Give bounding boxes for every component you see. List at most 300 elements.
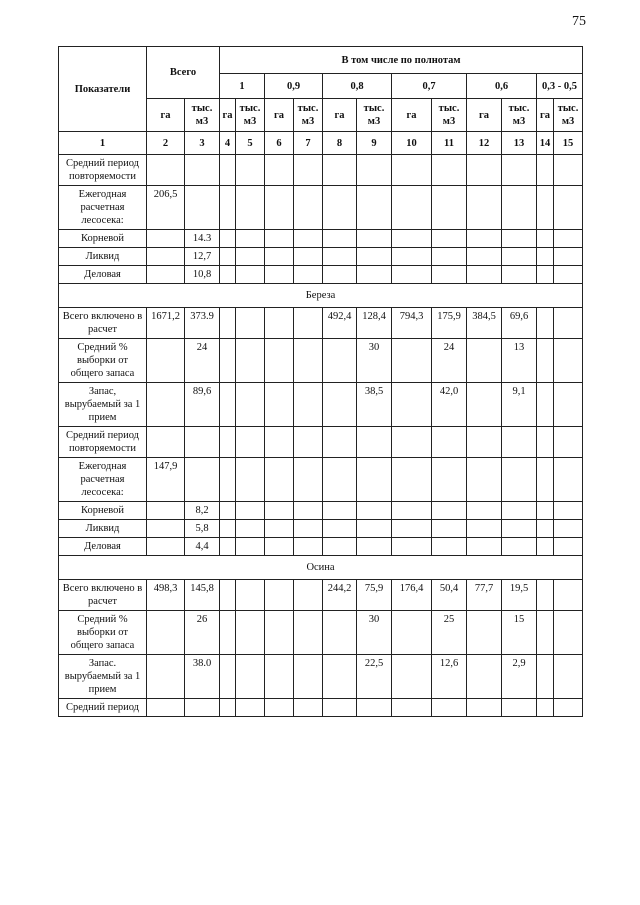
table-cell [554,248,583,266]
table-cell [502,699,537,717]
table-cell [236,186,265,230]
table-cell [502,538,537,556]
header-density: 1 [220,74,265,99]
table-cell [220,155,236,186]
table-cell [537,186,554,230]
column-number: 9 [357,132,392,155]
table-cell: 498,3 [147,580,185,611]
table-cell [323,230,357,248]
header-density: 0,7 [392,74,467,99]
table-cell: 75,9 [357,580,392,611]
table-cell [357,427,392,458]
section-row [59,284,583,308]
column-number: 6 [265,132,294,155]
table-cell [467,520,502,538]
table-cell [432,230,467,248]
table-cell [537,155,554,186]
table-row [59,699,583,717]
table-cell [147,266,185,284]
table-cell [236,502,265,520]
table-cell [220,655,236,699]
column-number: 10 [392,132,432,155]
table-cell [467,538,502,556]
column-number: 2 [147,132,185,155]
table-cell: 145,8 [185,580,220,611]
header-density: 0,3 - 0,5 [537,74,583,99]
header-density: 0,8 [323,74,392,99]
table-cell [220,580,236,611]
table-cell [236,580,265,611]
table-cell: 9,1 [502,383,537,427]
table-cell [554,502,583,520]
table-cell [294,186,323,230]
table-cell [220,308,236,339]
table-cell: 373.9 [185,308,220,339]
table-cell [265,248,294,266]
table-cell [323,655,357,699]
table-cell [294,383,323,427]
table-cell [323,383,357,427]
table-cell [392,339,432,383]
table-cell [537,248,554,266]
table-row [59,339,583,383]
column-number: 12 [467,132,502,155]
table-cell: 50,4 [432,580,467,611]
table-cell [502,502,537,520]
table-cell [294,427,323,458]
table-cell [537,502,554,520]
table-cell [220,186,236,230]
table-cell [467,502,502,520]
table-cell: 24 [185,339,220,383]
table-cell [323,520,357,538]
column-number: 1 [59,132,147,155]
table-cell [432,502,467,520]
table-cell [502,155,537,186]
table-cell [236,339,265,383]
table-cell [220,339,236,383]
column-number: 5 [236,132,265,155]
table-cell [467,655,502,699]
table-cell [323,538,357,556]
table-cell: 12,6 [432,655,467,699]
table-cell [236,248,265,266]
header-unit-m3: тыс. м3 [236,99,265,132]
table-cell [554,186,583,230]
header-unit-ha: га [323,99,357,132]
row-label: Средний период повторяемости [59,427,147,458]
section-title: Осина [59,556,583,580]
table-row [59,308,583,339]
table-cell: 492,4 [323,308,357,339]
table-cell: 14.3 [185,230,220,248]
table-cell [147,155,185,186]
table-cell [323,248,357,266]
row-label: Запас, вырубаемый за 1 прием [59,383,147,427]
table-cell [265,383,294,427]
table-cell [236,155,265,186]
table-cell [147,655,185,699]
table-cell [147,520,185,538]
row-label: Средний % выборки от общего запаса [59,339,147,383]
row-label: Корневой [59,502,147,520]
table-cell: 1671,2 [147,308,185,339]
table-cell [357,458,392,502]
table-cell [392,502,432,520]
table-cell [392,383,432,427]
table-cell [294,655,323,699]
table-cell [392,427,432,458]
table-cell [554,230,583,248]
table-cell [537,339,554,383]
table-cell: 22,5 [357,655,392,699]
table-cell [236,458,265,502]
header-unit-m3: тыс. м3 [502,99,537,132]
table-cell: 244,2 [323,580,357,611]
table-cell [467,155,502,186]
header-unit-m3: тыс. м3 [432,99,467,132]
table-cell [147,538,185,556]
table-cell: 175,9 [432,308,467,339]
table-cell [467,458,502,502]
table-cell [537,458,554,502]
table-cell [554,308,583,339]
header-unit-m3: тыс. м3 [185,99,220,132]
table-cell [265,502,294,520]
header-unit-ha: га [147,99,185,132]
table-cell [357,538,392,556]
table-cell [357,230,392,248]
table-cell [220,427,236,458]
table-cell [265,308,294,339]
table-cell: 15 [502,611,537,655]
table-cell [537,580,554,611]
table-cell [147,611,185,655]
table-cell [294,611,323,655]
page-number: 75 [572,14,586,29]
table-cell [537,427,554,458]
table-cell: 176,4 [392,580,432,611]
table-row [59,655,583,699]
table-cell [323,699,357,717]
table-cell: 4,4 [185,538,220,556]
table-cell [294,155,323,186]
table-cell [265,186,294,230]
table-cell [323,266,357,284]
table-cell [265,427,294,458]
table-cell [467,699,502,717]
table-cell [147,230,185,248]
table-cell [265,458,294,502]
table-cell [357,520,392,538]
table-cell [147,502,185,520]
table-cell [236,427,265,458]
row-label: Средний % выборки от общего запаса [59,611,147,655]
table-cell [432,186,467,230]
table-row [59,538,583,556]
table-cell [537,699,554,717]
table-cell [432,248,467,266]
table-cell [554,655,583,699]
table-cell [294,520,323,538]
table-row [59,230,583,248]
header-indicators: Показатели [59,47,147,132]
column-number: 4 [220,132,236,155]
header-unit-ha: га [537,99,554,132]
forest-data-table [58,46,583,717]
table-cell [392,230,432,248]
table-cell [502,230,537,248]
table-cell: 77,7 [467,580,502,611]
table-cell: 128,4 [357,308,392,339]
table-cell [392,266,432,284]
table-cell [265,155,294,186]
table-cell [554,155,583,186]
table-row [59,611,583,655]
table-cell [220,266,236,284]
table-cell [554,538,583,556]
row-label: Всего включено в расчет [59,308,147,339]
header-density: 0,6 [467,74,537,99]
table-cell [294,458,323,502]
table-cell [147,699,185,717]
table-cell [467,339,502,383]
table-cell [467,611,502,655]
table-cell: 24 [432,339,467,383]
table-cell [502,427,537,458]
table-row [59,186,583,230]
table-cell [185,458,220,502]
column-number: 3 [185,132,220,155]
table-cell [357,155,392,186]
table-cell [554,458,583,502]
column-number: 7 [294,132,323,155]
table-cell [294,502,323,520]
table-cell [220,520,236,538]
header-unit-m3: тыс. м3 [294,99,323,132]
table-cell [392,520,432,538]
table-cell [323,611,357,655]
table-cell [294,699,323,717]
table-cell [294,230,323,248]
row-label: Ликвид [59,248,147,266]
table-cell [357,266,392,284]
table-row [59,427,583,458]
table-cell [537,266,554,284]
table-cell [265,699,294,717]
table-cell [432,520,467,538]
table-row [59,580,583,611]
row-label: Корневой [59,230,147,248]
table-cell [236,230,265,248]
table-cell [265,655,294,699]
table-row [59,383,583,427]
table-cell [432,458,467,502]
table-row [59,266,583,284]
header-total: Всего [147,47,220,99]
table-cell [265,580,294,611]
table-cell [147,339,185,383]
column-number: 14 [537,132,554,155]
table-cell [392,155,432,186]
table-cell [357,502,392,520]
table-cell [537,655,554,699]
table-cell [147,248,185,266]
table-cell [236,383,265,427]
header-density: 0,9 [265,74,323,99]
table-cell [537,230,554,248]
table-cell: 42,0 [432,383,467,427]
header-unit-ha: га [467,99,502,132]
table-cell [323,458,357,502]
table-cell [537,538,554,556]
table-cell [554,580,583,611]
table-cell [185,427,220,458]
row-label: Запас. вырубаемый за 1 прием [59,655,147,699]
table-cell: 38,5 [357,383,392,427]
header-by-density: В том числе по полнотам [220,47,583,74]
table-cell [220,538,236,556]
table-cell [554,520,583,538]
table-cell: 2,9 [502,655,537,699]
table-cell [220,611,236,655]
table-cell [392,186,432,230]
table-row [59,155,583,186]
table-cell [236,308,265,339]
table-cell [432,155,467,186]
section-row [59,556,583,580]
table-cell [554,383,583,427]
table-cell [537,383,554,427]
table-cell [236,699,265,717]
table-cell [467,186,502,230]
table-cell [502,520,537,538]
table-cell: 13 [502,339,537,383]
table-cell [294,580,323,611]
table-cell: 30 [357,339,392,383]
table-cell [220,248,236,266]
table-cell [323,155,357,186]
table-cell [220,383,236,427]
table-cell [502,186,537,230]
table-cell [357,699,392,717]
table-cell: 10,8 [185,266,220,284]
header-unit-ha: га [392,99,432,132]
table-cell: 38.0 [185,655,220,699]
table-cell [467,383,502,427]
table-cell [392,699,432,717]
table-cell [537,611,554,655]
table-cell [392,611,432,655]
table-cell: 8,2 [185,502,220,520]
table-cell [294,339,323,383]
header-unit-ha: га [265,99,294,132]
table-cell: 26 [185,611,220,655]
table-cell [392,458,432,502]
table-cell [467,266,502,284]
table-cell [554,266,583,284]
row-label: Средний период повторяемости [59,155,147,186]
column-number: 15 [554,132,583,155]
table-cell [392,655,432,699]
row-label: Ежегодная расчетная лесосека: [59,186,147,230]
section-title: Береза [59,284,583,308]
table-cell [265,230,294,248]
table-cell [467,230,502,248]
table-cell [467,248,502,266]
table-cell [323,186,357,230]
table-cell: 69,6 [502,308,537,339]
table-cell: 206,5 [147,186,185,230]
table-cell [147,427,185,458]
table-cell [432,266,467,284]
table-cell: 19,5 [502,580,537,611]
table-cell [502,458,537,502]
table-cell: 30 [357,611,392,655]
table-cell [236,520,265,538]
table-cell [294,248,323,266]
table-cell [294,308,323,339]
table-cell [220,502,236,520]
table-cell [537,308,554,339]
table-cell [502,266,537,284]
table-cell: 12,7 [185,248,220,266]
table-cell [467,427,502,458]
table-cell [554,699,583,717]
table-cell [392,538,432,556]
column-number: 11 [432,132,467,155]
table-cell [432,538,467,556]
table-cell [185,155,220,186]
table-cell: 89,6 [185,383,220,427]
table-cell [554,611,583,655]
header-unit-m3: тыс. м3 [554,99,583,132]
table-row [59,248,583,266]
table-cell [220,699,236,717]
table-row [59,458,583,502]
row-label: Деловая [59,266,147,284]
table-row [59,520,583,538]
table-cell [554,339,583,383]
column-number: 13 [502,132,537,155]
row-label: Ежегодная расчетная лесосека: [59,458,147,502]
table-cell [392,248,432,266]
table-cell [265,611,294,655]
table-cell [265,538,294,556]
table-cell [265,520,294,538]
table-cell [357,186,392,230]
table-cell [236,655,265,699]
table-cell: 147,9 [147,458,185,502]
table-cell [554,427,583,458]
table-cell: 384,5 [467,308,502,339]
header-unit-ha: га [220,99,236,132]
row-label: Ликвид [59,520,147,538]
table-cell [323,502,357,520]
table-cell [294,538,323,556]
table-row [59,502,583,520]
table-cell: 5,8 [185,520,220,538]
table-cell [294,266,323,284]
row-label: Всего включено в расчет [59,580,147,611]
table-cell [357,248,392,266]
table-cell [432,427,467,458]
row-label: Средний период [59,699,147,717]
table-cell [265,339,294,383]
table-cell [220,458,236,502]
table-cell [323,427,357,458]
table-cell [220,230,236,248]
